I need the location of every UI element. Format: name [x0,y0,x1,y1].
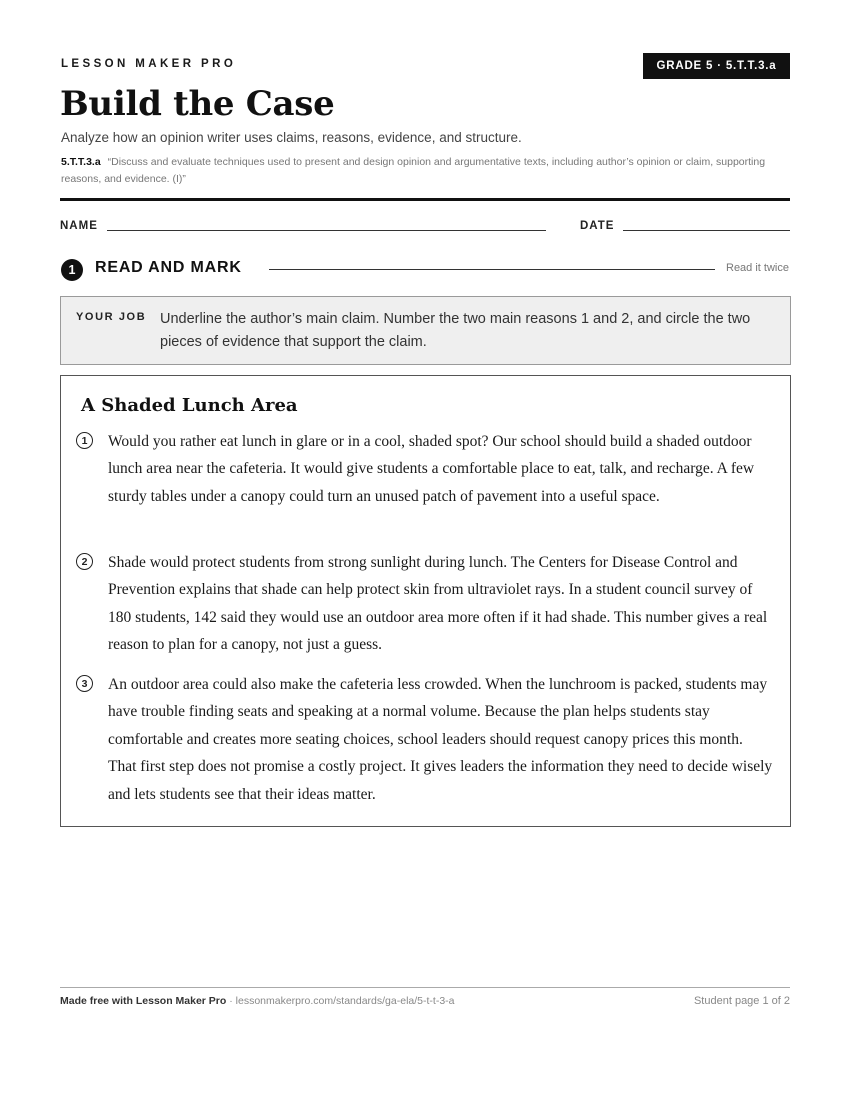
instructions-box [60,296,791,365]
instructions-label: YOUR JOB [76,311,147,323]
name-field[interactable] [107,230,546,231]
worksheet-subtitle: Analyze how an opinion writer uses claims, reasons, evidence, and structure. [61,130,522,145]
section-note: Read it twice [726,262,789,274]
footer-credit [60,995,455,1007]
section-number-badge: 1 [61,259,83,281]
instructions-text: Underline the author’s main claim. Number the two main reasons 1 and 2, and circle the two pieces of evidence that support the claim. [160,311,751,350]
passage-paragraph: Would you rather eat lunch in glare or in a cool, shaded spot? Our school should build a shaded outdoor lunch area near the cafeteria. It would give students a comfortable place to eat, talk, and recharge. A few sturdy tables under a canopy could turn an unused patch of pavement into a useful space. [108,433,755,505]
grade-badge: GRADE 5 · 5.T.T.3.a [643,53,790,79]
brand-name: LESSON MAKER PRO [61,58,237,70]
date-field[interactable] [623,230,790,231]
footer-divider [60,987,790,988]
footer-url[interactable]: lessonmakerpro.com/standards/ga-ela/5-t-t-3-a [235,995,455,1007]
passage-paragraph: Shade would protect students from strong sunlight during lunch. The Centers for Disease Control and Prevention explains that shade can help protect skin from ultraviolet rays. In a student council survey of 180 students, 142 said they would use an outdoor area more often if it had shade. This number gives a real reason to plan for a canopy, not just a guess. [108,554,768,654]
passage-title: A Shaded Lunch Area [81,395,298,416]
worksheet-title: Build the Case [60,84,335,124]
section-title: READ AND MARK [95,259,242,276]
paragraph-number: 1 [76,432,93,449]
paragraph-number: 3 [76,675,93,692]
standard-code: 5.T.T.3.a [61,156,101,168]
footer-separator: · [226,995,236,1007]
footer-made-with: Made free with Lesson Maker Pro [60,995,227,1007]
date-label: DATE [580,220,615,232]
header-divider [60,198,790,201]
standard-description [61,154,796,188]
section-divider [269,269,715,270]
paragraph-number: 2 [76,553,93,570]
page-number: Student page 1 of 2 [693,995,790,1007]
passage-box [60,375,791,827]
name-label: NAME [60,220,98,232]
standard-text: “Discuss and evaluate techniques used to present and design opinion and argumentative texts, including author’s opinion or claim, supporting reasons, and evidence. (I)” [61,156,766,185]
passage-paragraph: An outdoor area could also make the cafeteria less crowded. When the lunchroom is packed, students may have trouble finding seats and speaking at a normal volume. Because the plan helps students stay comfortable and creates more seating choices, school leaders should request canopy prices this month. That first step does not promise a costly project. It gives leaders the information they need to decide wisely and lets students see that their ideas matter. [108,676,773,803]
